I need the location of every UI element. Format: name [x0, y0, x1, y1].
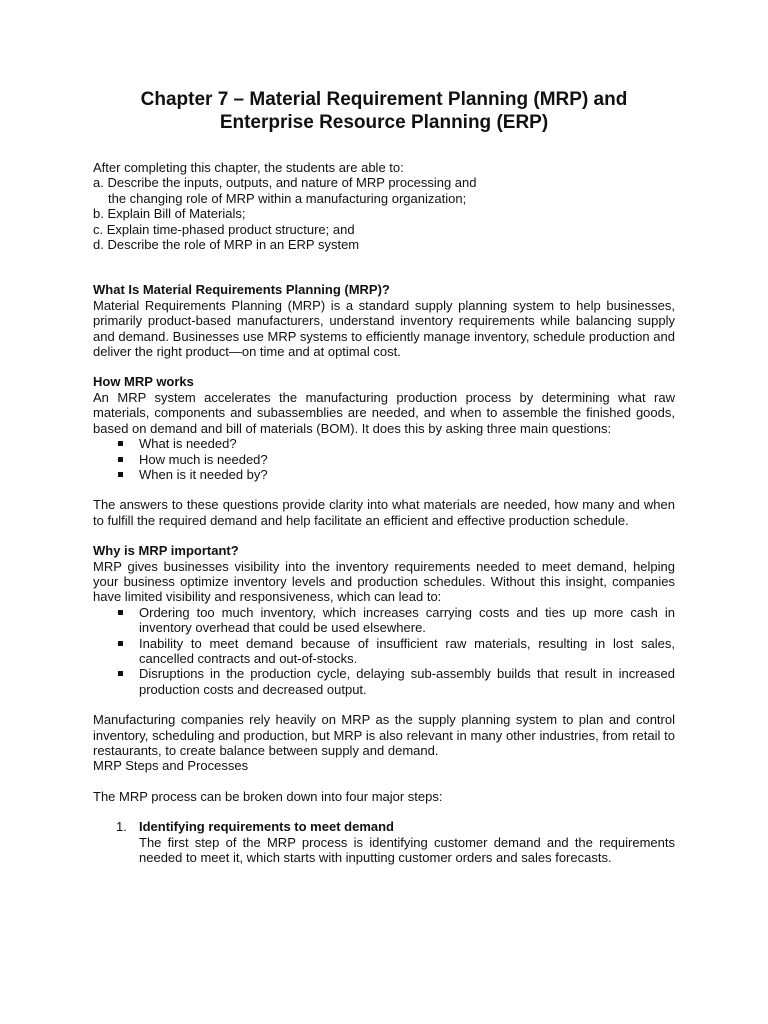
section-closing — [93, 712, 675, 865]
spacer — [93, 482, 675, 497]
section-how-mrp-works — [93, 374, 675, 528]
paragraph-what-is-mrp: Material Requirements Planning (MRP) is a standard supply planning system to help businesses, primarily product-based manufacturers, understand inventory requirements while balancing supply and demand. Businesses use MRP systems to efficiently manage inventory, schedule production and deliver the right product—on time and at optimal cost. — [93, 297, 675, 360]
step-title: Identifying requirements to meet demand — [139, 819, 394, 835]
learning-objectives — [93, 160, 675, 252]
paragraph-how-mrp-works: An MRP system accelerates the manufacturing production process by determining what raw materials, components and subassemblies are needed, and when to assemble the finished goods, based on demand and bill of materials (BOM). It does this by asking three main questions: — [93, 389, 675, 436]
risk-list — [93, 605, 675, 697]
list-item-risk: Inability to meet demand because of insufficient raw materials, resulting in lost sales, cancelled contracts and out-of-stocks. — [139, 635, 675, 666]
section-why-mrp-important — [93, 543, 675, 697]
paragraph-manufacturing-reliance: Manufacturing companies rely heavily on MRP as the supply planning system to plan and control inventory, scheduling and production, but MRP is also relevant in many other industries, from retail to restaurants, to create balance between supply and demand. — [93, 712, 675, 758]
steps-list — [93, 819, 675, 865]
section-heading-how-mrp-works: How MRP works — [93, 374, 194, 390]
section-what-is-mrp — [93, 282, 675, 359]
objective-d: d. Describe the role of MRP in an ERP system — [93, 237, 360, 253]
list-item-risk: Disruptions in the production cycle, delaying sub-assembly builds that result in increased production costs and decreased output. — [139, 666, 675, 697]
chapter-title — [93, 88, 675, 134]
objectives-lead: After completing this chapter, the students are able to: — [93, 160, 404, 175]
section-heading-what-is-mrp: What Is Material Requirements Planning (MRP)? — [93, 282, 390, 298]
objective-a: a. Describe the inputs, outputs, and nature of MRP processing and — [93, 175, 477, 191]
paragraph-steps-intro: The MRP process can be broken down into four major steps: — [93, 788, 443, 804]
paragraph-why-mrp-important: MRP gives businesses visibility into the inventory requirements needed to meet demand, helping your business optimize inventory levels and production schedules. Without this insight, companies have limited visibility and responsiveness, which can lead to: — [93, 558, 675, 605]
chapter-title-line-1: Chapter 7 – Material Requirement Planning (MRP) and — [140, 89, 628, 110]
paragraph-answers: The answers to these questions provide clarity into what materials are needed, how many and when to fulfill the required demand and help facilitate an efficient and effective production schedule. — [93, 497, 675, 528]
step-body: The first step of the MRP process is identifying customer demand and the requirements needed to meet it, which starts with inputting customer orders and sales forecasts. — [139, 834, 675, 866]
list-item-question: What is needed? — [139, 436, 675, 451]
objective-b: b. Explain Bill of Materials; — [93, 206, 246, 222]
label-mrp-steps: MRP Steps and Processes — [93, 758, 249, 774]
list-item-question: How much is needed? — [139, 452, 675, 467]
list-item-risk: Ordering too much inventory, which increases carrying costs and ties up more cash in inventory overhead that could be used elsewhere. — [139, 604, 675, 636]
spacer — [93, 804, 675, 819]
objective-a-continued: the changing role of MRP within a manufacturing organization; — [108, 190, 467, 206]
list-item-step — [116, 819, 675, 866]
step-number: 1. — [116, 819, 127, 835]
chapter-title-line-2: Enterprise Resource Planning (ERP) — [219, 112, 549, 133]
document-page — [93, 88, 675, 865]
section-heading-why-mrp-important: Why is MRP important? — [93, 543, 239, 559]
spacer — [93, 774, 675, 789]
objective-c: c. Explain time-phased product structure; and — [93, 221, 355, 237]
list-item-question: When is it needed by? — [139, 467, 675, 482]
question-list — [93, 436, 675, 482]
